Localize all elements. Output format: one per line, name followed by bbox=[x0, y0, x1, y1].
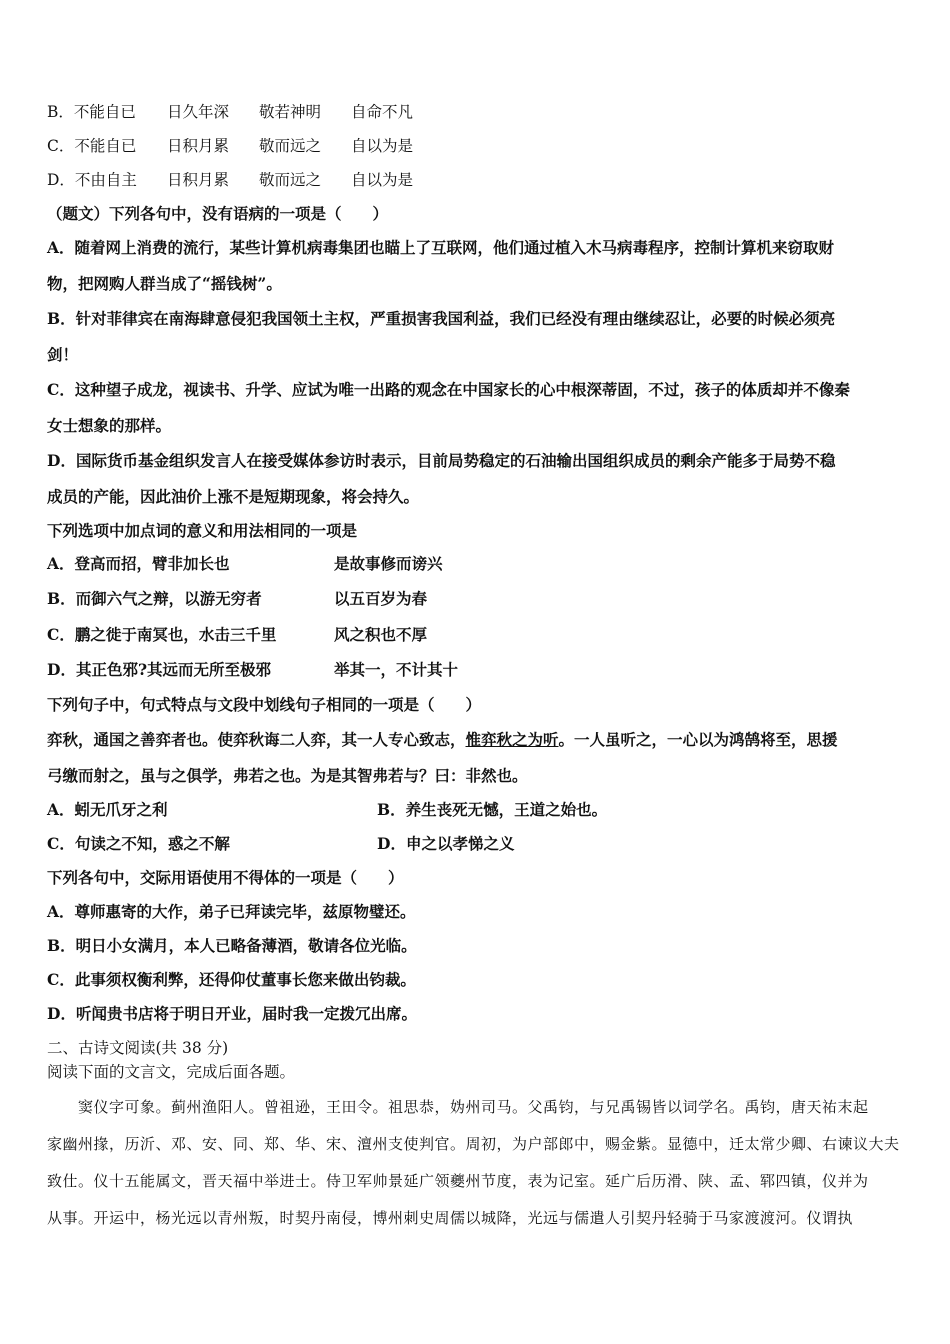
q4-underlined-sentence: 惟弈秋之为听 bbox=[465, 730, 559, 749]
q2-stem: （题文）下列各句中，没有语病的一项是（ ） bbox=[47, 204, 389, 223]
q3-a-right: 是故事修而谤兴 bbox=[334, 554, 443, 573]
section-title: 二、古诗文阅读(共 38 分) bbox=[47, 1039, 229, 1057]
q4-passage-pre: 弈秋，通国之善弈者也。使弈秋诲二人弈，其一人专心致志， bbox=[47, 730, 466, 749]
q5-option-d: D．听闻贵书店将于明日开业，届时我一定拨冗出席。 bbox=[47, 1004, 417, 1023]
q3-b-left: B．而御六气之辩，以游无穷者 bbox=[47, 589, 262, 608]
q5-option-c: C．此事须权衡利弊，还得仰仗董事长您来做出钧裁。 bbox=[47, 970, 416, 989]
q1-b-word1: B．不能自已 bbox=[47, 103, 136, 121]
classical-text-line3: 致仕。仪十五能属文，晋天福中举进士。侍卫军帅景延广领夔州节度，表为记室。延广后历滑、陕、孟、郓四镇，仪并为 bbox=[47, 1172, 869, 1190]
classical-text-line4: 从事。开运中，杨光远以青州叛，时契丹南侵，博州刺史周儒以城降，光远与儒遣人引契丹轻骑于马家渡渡河。仪谓执 bbox=[47, 1209, 854, 1227]
q4-passage-line2: 弓缴而射之，虽与之俱学，弗若之也。为是其智弗若与？曰：非然也。 bbox=[47, 766, 528, 785]
q1-c-word1: C．不能自已 bbox=[47, 137, 137, 155]
q1-c-word4: 自以为是 bbox=[351, 137, 414, 155]
q3-c-right: 风之积也不厚 bbox=[334, 625, 428, 644]
q2-option-a-line2: 物，把网购人群当成了“摇钱树”。 bbox=[47, 274, 282, 293]
q2-option-c-line2: 女士想象的那样。 bbox=[47, 416, 172, 435]
q3-c-left: C．鹏之徙于南冥也，水击三千里 bbox=[47, 625, 277, 644]
q5-option-a: A．尊师惠寄的大作，弟子已拜读完毕，兹原物璧还。 bbox=[47, 902, 416, 921]
q1-b-word4: 自命不凡 bbox=[351, 103, 414, 121]
q4-option-a: A．蚓无爪牙之利 bbox=[47, 800, 168, 819]
q4-option-b: B．养生丧死无憾，王道之始也。 bbox=[377, 800, 608, 819]
q4-option-c: C．句读之不知，惑之不解 bbox=[47, 834, 230, 853]
classical-text-line1: 窦仪字可象。蓟州渔阳人。曾祖逊，王田令。祖思恭，妫州司马。父禹钧，与兄禹锡皆以词学名。禹钧，唐天祐末起 bbox=[47, 1098, 869, 1116]
q2-option-c-line1: C．这种望子成龙，视读书、升学、应试为唯一出路的观念在中国家长的心中根深蒂固，不过，孩子的体质却并不像秦 bbox=[47, 380, 850, 399]
q3-d-right: 举其一，不计其十 bbox=[334, 660, 459, 679]
q4-stem: 下列句子中，句式特点与文段中划线句子相同的一项是（ ） bbox=[47, 695, 482, 714]
q2-option-b-line2: 剑！ bbox=[47, 345, 79, 364]
q3-d-left: D．其正色邪?其远而无所至极邪 bbox=[47, 660, 272, 679]
q4-passage-line1 bbox=[47, 729, 838, 751]
q3-a-left: A．登高而招，臂非加长也 bbox=[47, 554, 230, 573]
q2-option-a-line1: A．随着网上消费的流行，某些计算机病毒集团也瞄上了互联网，他们通过植入木马病毒程序，控制计算机来窃取财 bbox=[47, 238, 835, 257]
q1-d-word2: 日积月累 bbox=[167, 171, 230, 189]
q1-d-word1: D．不由自主 bbox=[47, 171, 137, 189]
q1-d-word4: 自以为是 bbox=[351, 171, 414, 189]
q5-stem: 下列各句中，交际用语使用不得体的一项是（ ） bbox=[47, 868, 404, 887]
q1-c-word3: 敬而远之 bbox=[259, 137, 322, 155]
q1-c-word2: 日积月累 bbox=[167, 137, 230, 155]
q1-b-word2: 日久年深 bbox=[167, 103, 230, 121]
q5-option-b: B．明日小女满月，本人已略备薄酒，敬请各位光临。 bbox=[47, 936, 417, 955]
q2-option-d-line1: D．国际货币基金组织发言人在接受媒体参访时表示，目前局势稳定的石油输出国组织成员的剩余产能多于局势不稳 bbox=[47, 451, 836, 470]
q3-b-right: 以五百岁为春 bbox=[334, 589, 428, 608]
q1-b-word3: 敬若神明 bbox=[259, 103, 322, 121]
classical-text-line2: 家幽州掾，历沂、邓、安、同、郑、华、宋、澶州支使判官。周初，为户部郎中，赐金紫。显德中，迁太常少卿、右谏议大夫 bbox=[47, 1135, 900, 1153]
q3-stem: 下列选项中加点词的意义和用法相同的一项是 bbox=[47, 521, 358, 540]
q4-passage-post: 。一人虽听之，一心以为鸿鹄将至，思援 bbox=[558, 730, 838, 749]
q2-option-b-line1: B．针对菲律宾在南海肆意侵犯我国领土主权，严重损害我国利益，我们已经没有理由继续忍让，必要的时候必须亮 bbox=[47, 309, 836, 328]
section-instructions: 阅读下面的文言文，完成后面各题。 bbox=[47, 1063, 296, 1081]
q1-d-word3: 敬而远之 bbox=[259, 171, 322, 189]
q2-option-d-line2: 成员的产能，因此油价上涨不是短期现象，将会持久。 bbox=[47, 487, 420, 506]
q4-option-d: D．申之以孝悌之义 bbox=[377, 834, 515, 853]
